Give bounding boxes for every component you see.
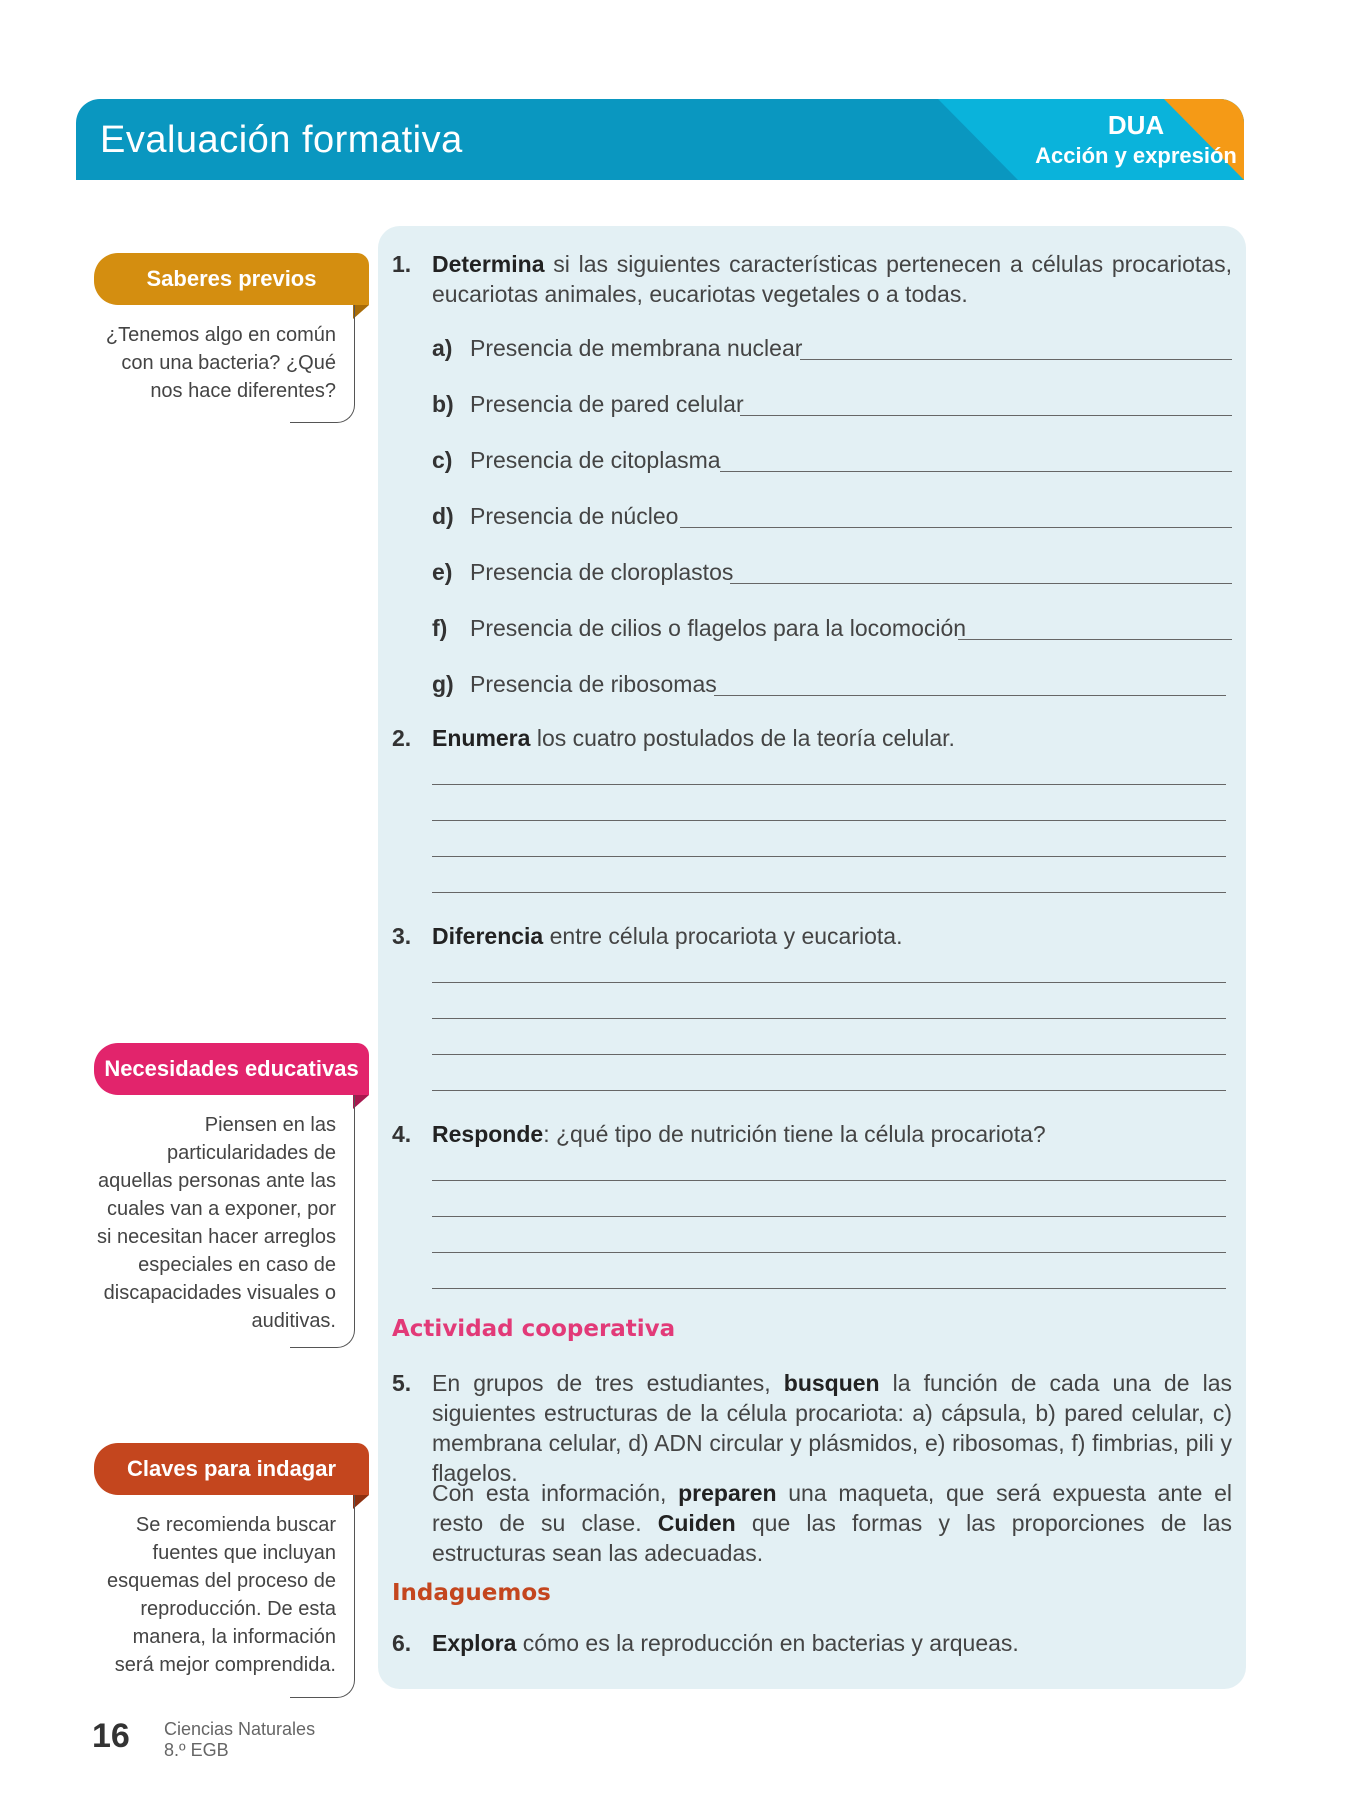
- answer-line[interactable]: [432, 1054, 1226, 1055]
- answer-line[interactable]: [432, 784, 1226, 785]
- item-label: a): [432, 335, 453, 361]
- footer-grade: 8.º EGB: [164, 1740, 229, 1760]
- answer-line[interactable]: [432, 1090, 1226, 1091]
- dua-label: DUA: [1107, 110, 1165, 140]
- tab-fold: [353, 305, 369, 319]
- claves-para-indagar-text: Se recomienda buscar fuentes que incluyan esquemas del proceso de reproducción. De esta manera, la información será mejor comprendida.: [106, 1514, 336, 1676]
- answer-line[interactable]: [680, 527, 1232, 528]
- text-part: En grupos de tres estudiantes,: [432, 1370, 784, 1396]
- question-number: 6.: [392, 1630, 412, 1656]
- item-label: c): [432, 447, 453, 473]
- item-label: f): [432, 615, 448, 641]
- claves-para-indagar-title: Claves para indagar: [126, 1456, 337, 1481]
- tab-fold: [353, 1095, 369, 1109]
- question-number: 3.: [392, 923, 412, 949]
- question-verb: Enumera: [432, 725, 531, 751]
- header-banner: [76, 99, 1244, 180]
- saberes-previos-text: ¿Tenemos algo en común con una bacteria? ¿Qué nos hace diferentes?: [105, 324, 336, 402]
- answer-line[interactable]: [432, 982, 1226, 983]
- question-rest: : ¿qué tipo de nutrición tiene la célula procariota?: [543, 1121, 1046, 1147]
- answer-line[interactable]: [432, 1216, 1226, 1217]
- answer-line[interactable]: [432, 820, 1226, 821]
- necesidades-educativas-title: Necesidades educativas: [104, 1056, 359, 1081]
- question-text: [432, 723, 1232, 753]
- question-text: [432, 1628, 1232, 1658]
- item-text: Presencia de citoplasma: [470, 447, 721, 473]
- footer-info: [164, 1719, 315, 1761]
- question-verb: Diferencia: [432, 923, 544, 949]
- answer-line[interactable]: [432, 1288, 1226, 1289]
- q1-item-a: [432, 335, 1232, 365]
- q1-item-e: [432, 559, 1232, 589]
- indaguemos-heading: Indaguemos: [392, 1580, 551, 1606]
- question-rest: cómo es la reproducción en bacterias y arqueas.: [516, 1630, 1019, 1656]
- answer-line[interactable]: [730, 583, 1232, 584]
- question-text: [432, 1368, 1232, 1488]
- page-number: 16: [92, 1717, 130, 1755]
- question-text: [432, 921, 1232, 951]
- item-text: Presencia de cloroplastos: [470, 559, 734, 585]
- question-number: 1.: [392, 251, 412, 277]
- question-rest: los cuatro postulados de la teoría celular.: [530, 725, 955, 751]
- actividad-cooperativa-heading: Actividad cooperativa: [392, 1316, 676, 1342]
- q1-item-b: [432, 391, 1232, 421]
- claves-para-indagar-tab: [94, 1443, 369, 1495]
- text-part: la función de cada una de las siguientes estructuras de la célula procariota: a) cápsula, b) pared celular, c) membrana celular, d) ADN circular y plásmidos, e) ribosomas, f) fimbrias, pili y flagelos.: [432, 1370, 1232, 1486]
- q1-item-d: [432, 503, 1232, 533]
- question-text: [432, 1119, 1232, 1149]
- q1-item-f: [432, 615, 1232, 645]
- question-verb: Cuiden: [657, 1510, 736, 1536]
- question-rest: si las siguientes características pertenecen a células procariotas, eucariotas animales, eucariotas vegetales o a todas.: [432, 251, 1232, 307]
- question-number: 4.: [392, 1121, 412, 1147]
- answer-line[interactable]: [800, 359, 1232, 360]
- answer-line[interactable]: [714, 695, 1226, 696]
- question-number: 2.: [392, 725, 412, 751]
- question-text: [432, 249, 1232, 309]
- item-text: Presencia de membrana nuclear: [470, 335, 803, 361]
- footer-subject: Ciencias Naturales: [164, 1719, 316, 1739]
- item-label: b): [432, 391, 454, 417]
- question-verb: Responde: [432, 1121, 544, 1147]
- necesidades-educativas-tab: [94, 1043, 369, 1095]
- text-part: Con esta información,: [432, 1480, 679, 1506]
- answer-line[interactable]: [720, 471, 1232, 472]
- question-rest: entre célula procariota y eucariota.: [543, 923, 903, 949]
- answer-line[interactable]: [432, 856, 1226, 857]
- question-verb: busquen: [783, 1370, 880, 1396]
- answer-line[interactable]: [432, 1180, 1226, 1181]
- saberes-previos-title: Saberes previos: [146, 266, 317, 291]
- item-text: Presencia de pared celular: [470, 391, 744, 417]
- answer-line[interactable]: [432, 892, 1226, 893]
- answer-line[interactable]: [432, 1018, 1226, 1019]
- question-verb: preparen: [678, 1480, 777, 1506]
- text-part: una maqueta, que será expuesta ante el resto de su clase.: [432, 1480, 1232, 1536]
- saberes-previos-tab: [94, 253, 369, 305]
- item-text: Presencia de núcleo: [470, 503, 679, 529]
- item-label: d): [432, 503, 454, 529]
- question-text: [432, 1478, 1232, 1568]
- answer-line[interactable]: [432, 1252, 1226, 1253]
- item-text: Presencia de ribosomas: [470, 671, 717, 697]
- item-label: e): [432, 559, 453, 585]
- answer-line[interactable]: [740, 415, 1232, 416]
- q1-item-g: [432, 671, 1232, 701]
- item-label: g): [432, 671, 454, 697]
- q1-item-c: [432, 447, 1232, 477]
- page-title: Evaluación formativa: [100, 119, 463, 161]
- question-number: 5.: [392, 1370, 412, 1396]
- text-part: que las formas y las proporciones de las estructuras sean las adecuadas.: [432, 1510, 1232, 1566]
- dua-subtitle: Acción y expresión: [1035, 143, 1237, 168]
- question-verb: Explora: [432, 1630, 517, 1656]
- answer-line[interactable]: [958, 639, 1232, 640]
- question-verb: Determina: [432, 251, 545, 277]
- tab-fold: [353, 1495, 369, 1509]
- necesidades-educativas-text: Piensen en las particularidades de aquellas personas ante las cuales van a exponer, por si necesitan hacer arreglos especiales en caso de discapacidades visuales o auditivas.: [96, 1114, 336, 1332]
- item-text: Presencia de cilios o flagelos para la locomoción: [470, 615, 967, 641]
